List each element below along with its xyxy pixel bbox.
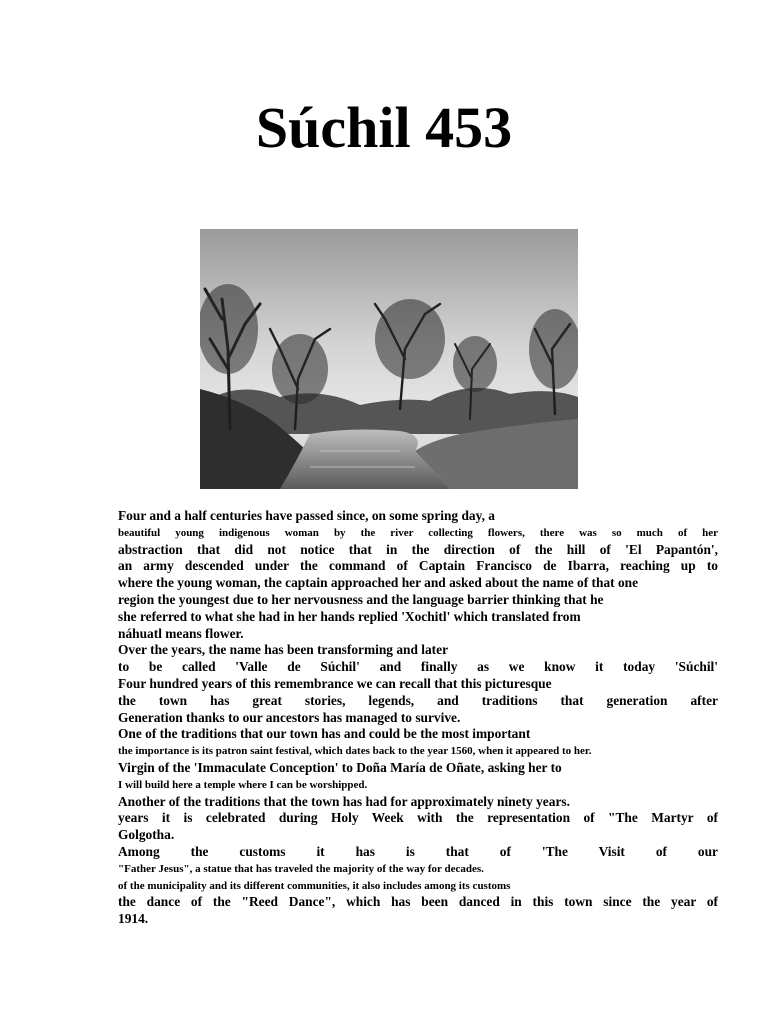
text-line: years it is celebrated during Holy Week with the representation of "The Martyr of [118,810,718,826]
river-landscape-photo [200,229,578,489]
text-line: of the municipality and its different communities, it also includes among its customs [118,879,511,892]
text-line: she referred to what she had in her hands replied 'Xochitl' which translated from [118,608,581,624]
page-title: Súchil 453 [255,95,513,160]
text-line: region the youngest due to her nervousness and the language barrier thinking that he [118,591,604,607]
text-line: Golgotha. [118,827,175,843]
text-line: I will build here a temple where I can be worshipped. [118,778,368,791]
text-line: the town has great stories, legends, and traditions that generation after [118,692,718,708]
text-line: Four hundred years of this remembrance we can recall that this picturesque [118,675,552,691]
body-text [118,508,718,928]
text-line: abstraction that did not notice that in the direction of the hill of 'El Papantón', [118,541,718,557]
text-line: Virgin of the 'Immaculate Conception' to Doña María de Oñate, asking her to [118,759,562,775]
text-line: where the young woman, the captain approached her and asked about the name of that one [118,575,639,591]
text-line: the dance of the "Reed Dance", which has been danced in this town since the year of [118,894,718,910]
text-line: 1914. [118,911,149,927]
text-line: Over the years, the name has been transforming and later [118,642,449,658]
text-line: One of the traditions that our town has and could be the most important [118,726,531,742]
text-line: to be called 'Valle de Súchil' and finally as we know it today 'Súchil' [118,659,718,675]
text-line: Another of the traditions that the town has had for approximately ninety years. [118,793,570,809]
text-line: Among the customs it has is that of 'The Visit of our [118,843,718,859]
text-line: Four and a half centuries have passed since, on some spring day, a [118,508,495,523]
text-line: "Father Jesus", a statue that has traveled the majority of the way for decades. [118,862,484,875]
text-line: the importance is its patron saint festival, which dates back to the year 1560, when it appeared to her. [118,745,592,758]
text-line: beautiful young indigenous woman by the river collecting flowers, there was so much of her [118,526,718,539]
text-line: Generation thanks to our ancestors has managed to survive. [118,709,461,725]
text-line: náhuatl means flower. [118,625,244,641]
text-line: an army descended under the command of Captain Francisco de Ibarra, reaching up to [118,558,718,574]
